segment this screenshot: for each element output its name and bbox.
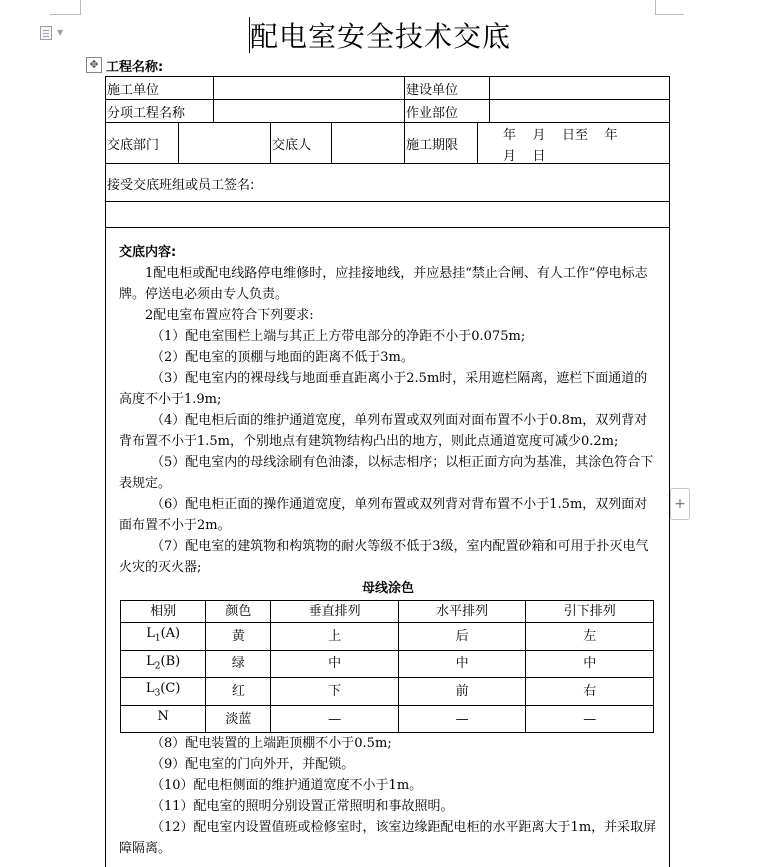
item-7: （7）配电室的建筑物和构筑物的耐火等级不低于3级，室内配置砂箱和可用于扑灭电气火灾的灭火器;: [119, 539, 649, 575]
briefing-content: [119, 242, 657, 859]
down-cell: 右: [526, 678, 654, 706]
color-cell: 黄: [206, 623, 271, 651]
vertical-cell: —: [271, 705, 399, 733]
header-color: 颜色: [206, 601, 271, 623]
item-9: （9）配电室的门向外开，并配锁。: [151, 757, 355, 773]
sub-project-label: 分项工程名称: [107, 106, 186, 121]
phase-cell: N: [121, 705, 206, 733]
down-cell: 左: [526, 623, 654, 651]
paragraph-2: 2配电室布置应符合下列要求:: [145, 308, 314, 323]
briefing-dept-label: 交底部门: [107, 138, 160, 153]
item-8: （8）配电装置的上端距顶棚不小于0.5m;: [151, 736, 392, 752]
period-date-line1: 年 月 日至 年: [503, 128, 618, 143]
item-2: （2）配电室的顶棚与地面的距离不低于3m。: [151, 350, 414, 365]
client-unit-value[interactable]: [489, 76, 670, 100]
period-date-line2: 月 日: [503, 149, 546, 164]
color-cell: 绿: [206, 650, 271, 678]
header-phase: 相别: [121, 601, 206, 623]
item-3: （3）配电室内的裸母线与地面垂直距离小于2.5m时，采用遮栏隔离，遮栏下面通道的高度不小于1.9m;: [119, 371, 648, 407]
sub-project-value[interactable]: [213, 99, 405, 123]
vertical-cell: 上: [271, 623, 399, 651]
horizontal-cell: 后: [398, 623, 526, 651]
chevron-down-icon[interactable]: ▼: [57, 28, 64, 37]
header-vertical: 垂直排列: [271, 601, 399, 623]
horizontal-cell: 中: [398, 650, 526, 678]
receiver-signature-label: 接受交底班组或员工签名:: [107, 178, 255, 193]
work-location-value[interactable]: [489, 99, 670, 123]
content-heading: 交底内容:: [119, 245, 177, 260]
crop-mark-top-right: [655, 0, 684, 15]
paragraph-1: 1配电柜或配电线路停电维修时，应挂接地线，并应悬挂“禁止合闸、有人工作”停电标志牌。停送电必须由专人负责。: [119, 266, 648, 302]
table-move-handle-icon[interactable]: ✥: [86, 57, 102, 73]
table-row: [121, 650, 654, 678]
header-down: 引下排列: [526, 601, 654, 623]
client-unit-label: 建设单位: [406, 83, 459, 98]
work-location-label: 作业部位: [406, 106, 459, 121]
construction-unit-label: 施工单位: [107, 83, 160, 98]
down-cell: —: [526, 705, 654, 733]
page-title: 配电室安全技术交底: [250, 20, 512, 53]
table-row: [121, 705, 654, 733]
item-10: （10）配电柜侧面的维护通道宽度不小于1m。: [151, 778, 423, 794]
briefing-dept-value[interactable]: [178, 122, 271, 164]
table-row: [121, 678, 654, 706]
item-6: （6）配电柜正面的操作通道宽度，单列布置或双列背对背布置不小于1.5m，双列面对面布置不小于2m。: [119, 497, 648, 533]
phase-cell: $L_2(B)$: [121, 650, 206, 678]
period-label: 施工期限: [406, 138, 459, 153]
horizontal-cell: —: [398, 705, 526, 733]
busbar-color-table: [120, 600, 654, 733]
table-row: [121, 623, 654, 651]
header-horizontal: 水平排列: [398, 601, 526, 623]
vertical-cell: 下: [271, 678, 399, 706]
item-11: （11）配电室的照明分别设置正常照明和事故照明。: [151, 799, 454, 815]
item-5: （5）配电室内的母线涂刷有色油漆，以标志相序；以柜正面方向为基准，其涂色符合下表规定。: [119, 455, 654, 491]
document-icon[interactable]: [40, 26, 52, 40]
phase-cell: $L_3(C)$: [121, 678, 206, 706]
item-4: （4）配电柜后面的维护通道宽度，单列布置或双列面对面布置不小于0.8m，双列背对背布置不小于1.5m，个别地点有建筑物结构凸出的地方，则此点通道宽度可减少0.2m;: [119, 413, 648, 449]
briefer-label: 交底人: [272, 138, 312, 153]
signature-blank-row[interactable]: [105, 201, 670, 228]
item-1: （1）配电室围栏上端与其正上方带电部分的净距不小于0.075m;: [151, 329, 526, 344]
table-header-row: [121, 601, 654, 623]
briefer-value[interactable]: [331, 122, 405, 164]
color-cell: 红: [206, 678, 271, 706]
crop-mark-top-left: [50, 0, 81, 15]
item-12: （12）配电室内设置值班或检修室时，该室边缘距配电柜的水平距离大于1m，并采取屏障隔离。: [119, 820, 657, 857]
vertical-cell: 中: [271, 650, 399, 678]
table-title: 母线涂色: [361, 581, 414, 596]
construction-unit-value[interactable]: [213, 76, 405, 100]
phase-cell: $L_1(A)$: [121, 623, 206, 651]
add-row-button[interactable]: +: [670, 488, 690, 520]
down-cell: 中: [526, 650, 654, 678]
project-name-label: 工程名称:: [106, 60, 164, 75]
color-cell: 淡蓝: [206, 705, 271, 733]
horizontal-cell: 前: [398, 678, 526, 706]
